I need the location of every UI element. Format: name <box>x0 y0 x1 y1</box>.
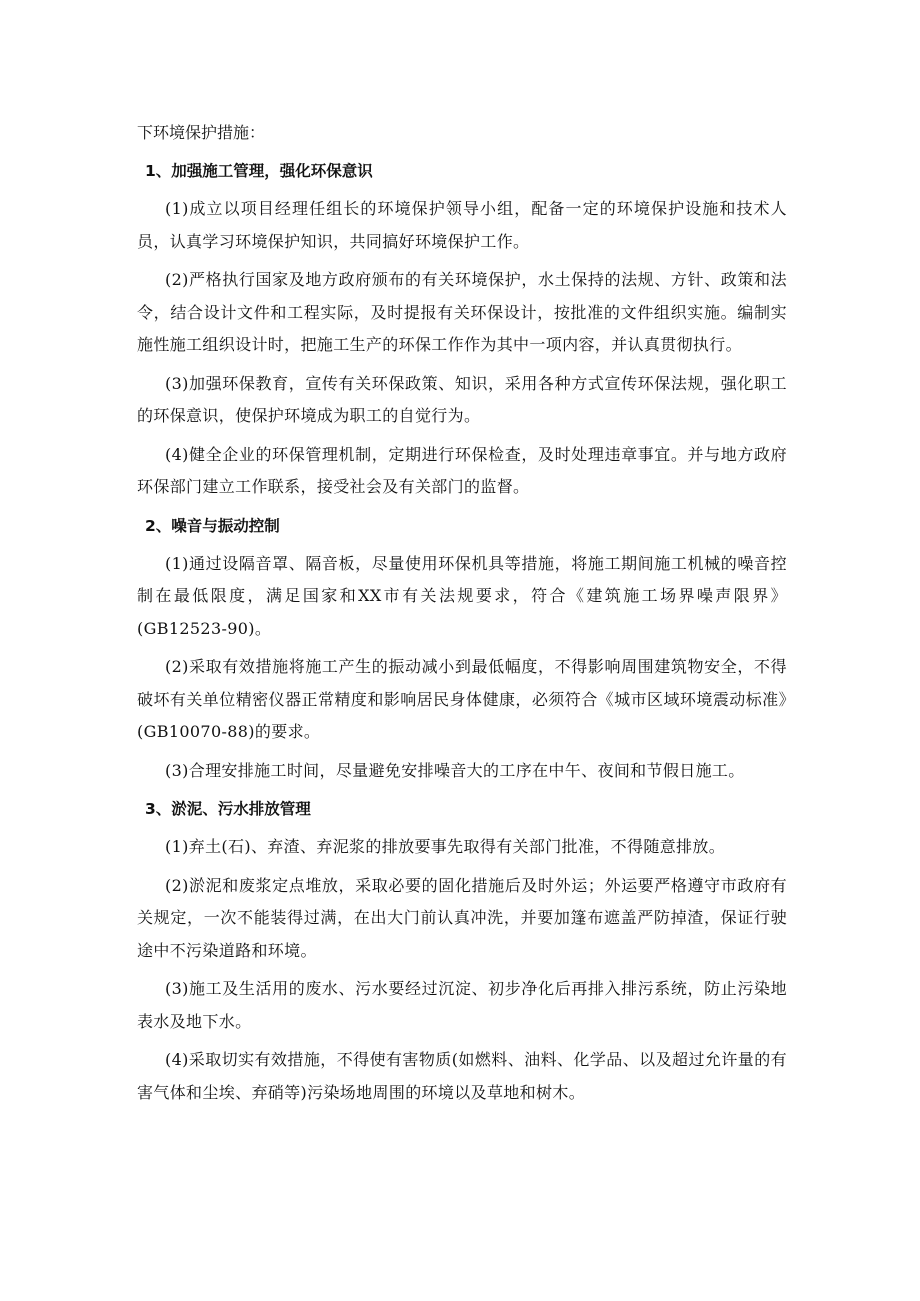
section-heading: 1、加强施工管理，强化环保意识 <box>145 162 373 180</box>
section-3 <box>137 793 787 1109</box>
paragraph: (3)加强环保教育，宣传有关环保政策、知识，采用各种方式宣传环保法规，强化职工的环保意识，使保护环境成为职工的自觉行为。 <box>137 373 787 425</box>
paragraph: (1)成立以项目经理任组长的环境保护领导小组，配备一定的环境保护设施和技术人员，认真学习环境保护知识，共同搞好环境保护工作。 <box>137 199 787 251</box>
section-heading: 3、淤泥、污水排放管理 <box>145 800 311 818</box>
paragraph: (4)健全企业的环保管理机制，定期进行环保检查，及时处理违章事宜。并与地方政府环保部门建立工作联系，接受社会及有关部门的监督。 <box>137 444 787 496</box>
paragraph: (2)采取有效措施将施工产生的振动减小到最低幅度，不得影响周围建筑物安全，不得破坏有关单位精密仪器正常精度和影响居民身体健康，必须符合《城市区域环境震动标准》(GB10070-88)的要求。 <box>137 657 787 741</box>
paragraph: (1)弃土(石)、弃渣、弃泥浆的排放要事先取得有关部门批准，不得随意排放。 <box>165 837 726 856</box>
paragraph: (3)施工及生活用的废水、污水要经过沉淀、初步净化后再排入排污系统，防止污染地表水及地下水。 <box>137 979 787 1031</box>
paragraph: (2)淤泥和废浆定点堆放，采取必要的固化措施后及时外运；外运要严格遵守市政府有关规定，一次不能装得过满，在出大门前认真冲洗，并要加篷布遮盖严防掉渣，保证行驶途中不污染道路和环境。 <box>137 875 787 960</box>
paragraph: (1)通过设隔音罩、隔音板，尽量使用环保机具等措施，将施工期间施工机械的噪音控制在最低限度，满足国家和XX市有关法规要求，符合《建筑施工场界噪声限界》(GB12523-90)。 <box>137 553 787 638</box>
paragraph: (3)合理安排施工时间，尽量避免安排噪音大的工序在中午、夜间和节假日施工。 <box>165 760 745 780</box>
paragraph: (2)严格执行国家及地方政府颁布的有关环境保护，水土保持的法规、方针、政策和法令，结合设计文件和工程实际，及时提报有关环保设计，按批准的文件组织实施。编制实施性施工组织设计时，把施工生产的环保工作作为其中一项内容，并认真贯彻执行。 <box>137 270 787 354</box>
paragraph: (4)采取切实有效措施，不得使有害物质(如燃料、油料、化学品、以及超过允许量的有害气体和尘埃、弃硝等)污染场地周围的环境以及草地和树木。 <box>137 1050 787 1102</box>
section-1 <box>137 155 787 504</box>
section-2 <box>137 510 787 788</box>
intro-text: 下环境保护措施： <box>137 123 266 142</box>
section-heading: 2、噪音与振动控制 <box>145 516 280 535</box>
document-body <box>137 117 787 1115</box>
